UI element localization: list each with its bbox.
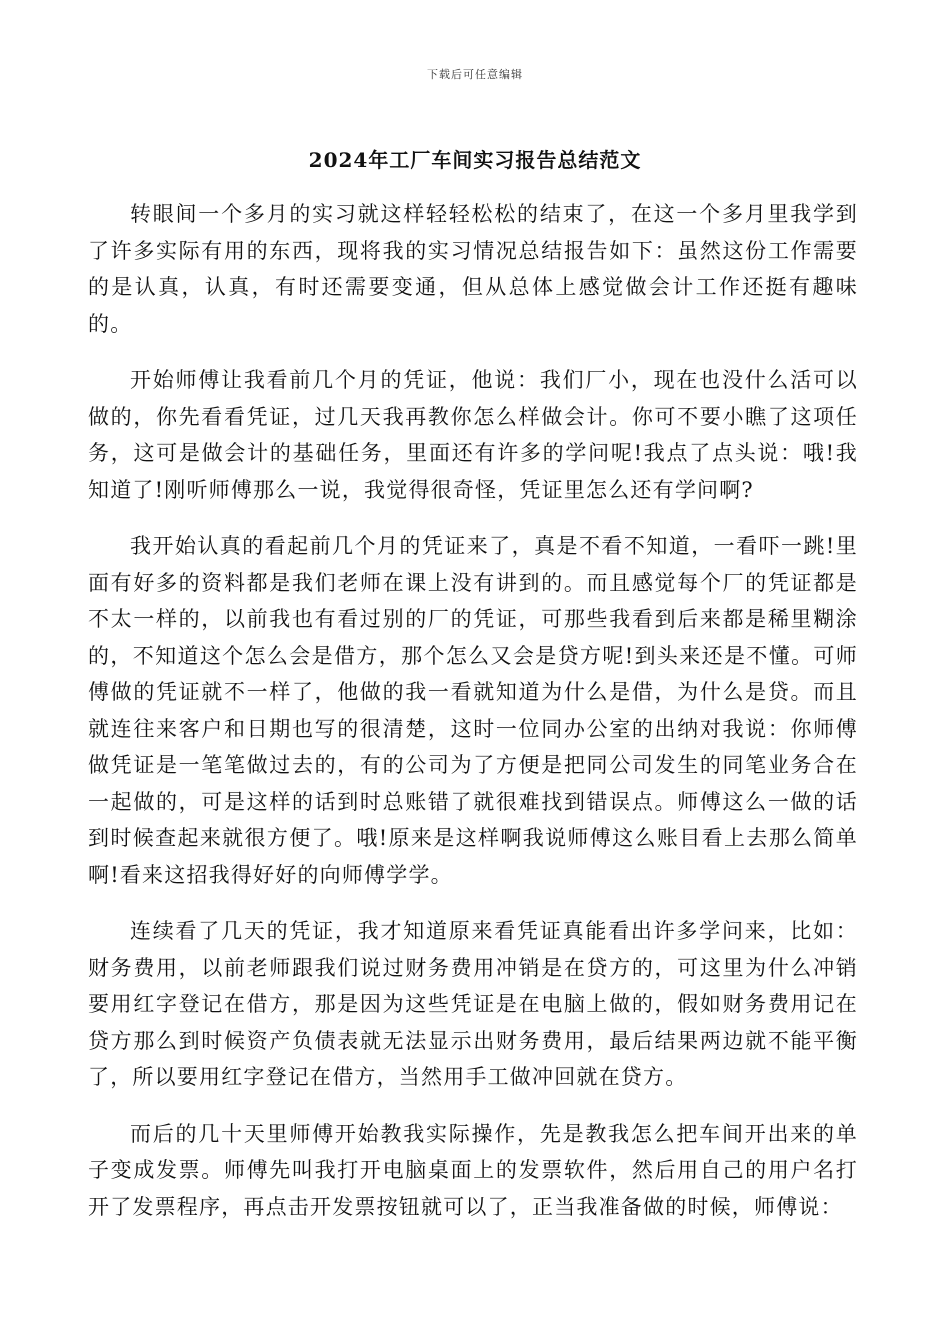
paragraph-4: 连续看了几天的凭证，我才知道原来看凭证真能看出许多学问来，比如：财务费用，以前老师跟我们说过财务费用冲销是在贷方的，可这里为什么冲销要用红字登记在借方，那是因为这些凭证是在电脑上做的，假如财务费用记在贷方那么到时候资产负债表就无法显示出财务费用，最后结果两边就不能平衡了，所以要用红字登记在借方，当然用手工做冲回就在贷方。 — [88, 919, 858, 1089]
paragraph-1: 转眼间一个多月的实习就这样轻轻松松的结束了，在这一个多月里我学到了许多实际有用的东西，现将我的实习情况总结报告如下：虽然这份工作需要的是认真，认真，有时还需要变通，但从总体上感觉做会计工作还挺有趣味的。 — [88, 202, 858, 336]
document-body — [88, 196, 858, 1245]
header-note: 下载后可任意编辑 — [427, 68, 523, 81]
paragraph-5: 而后的几十天里师傅开始教我实际操作，先是教我怎么把车间开出来的单子变成发票。师傅先叫我打开电脑桌面上的发票软件，然后用自己的用户名打开了发票程序，再点击开发票按钮就可以了，正当我准备做的时候，师傅说： — [88, 1121, 858, 1219]
paragraph-3: 我开始认真的看起前几个月的凭证来了，真是不看不知道，一看吓一跳!里面有好多的资料都是我们老师在课上没有讲到的。而且感觉每个厂的凭证都是不太一样的，以前我也有看过别的厂的凭证，可那些我看到后来都是稀里糊涂的，不知道这个怎么会是借方，那个怎么又会是贷方呢!到头来还是不懂。可师傅做的凭证就不一样了，他做的我一看就知道为什么是借，为什么是贷。而且就连往来客户和日期也写的很清楚，这时一位同办公室的出纳对我说：你师傅做凭证是一笔笔做过去的，有的公司为了方便是把同公司发生的同笔业务合在一起做的，可是这样的话到时总账错了就很难找到错误点。师傅这么一做的话到时候查起来就很方便了。哦!原来是这样啊我说师傅这么账目看上去那么简单啊!看来这招我得好好的向师傅学学。 — [88, 534, 858, 887]
document-title: 2024年工厂车间实习报告总结范文 — [308, 148, 642, 172]
paragraph-2: 开始师傅让我看前几个月的凭证，他说：我们厂小，现在也没什么活可以做的，你先看看凭证，过几天我再教你怎么样做会计。你可不要小瞧了这项任务，这可是做会计的基础任务，里面还有许多的学问呢!我点了点头说：哦!我知道了!刚听师傅那么一说，我觉得很奇怪，凭证里怎么还有学问啊? — [88, 368, 858, 502]
